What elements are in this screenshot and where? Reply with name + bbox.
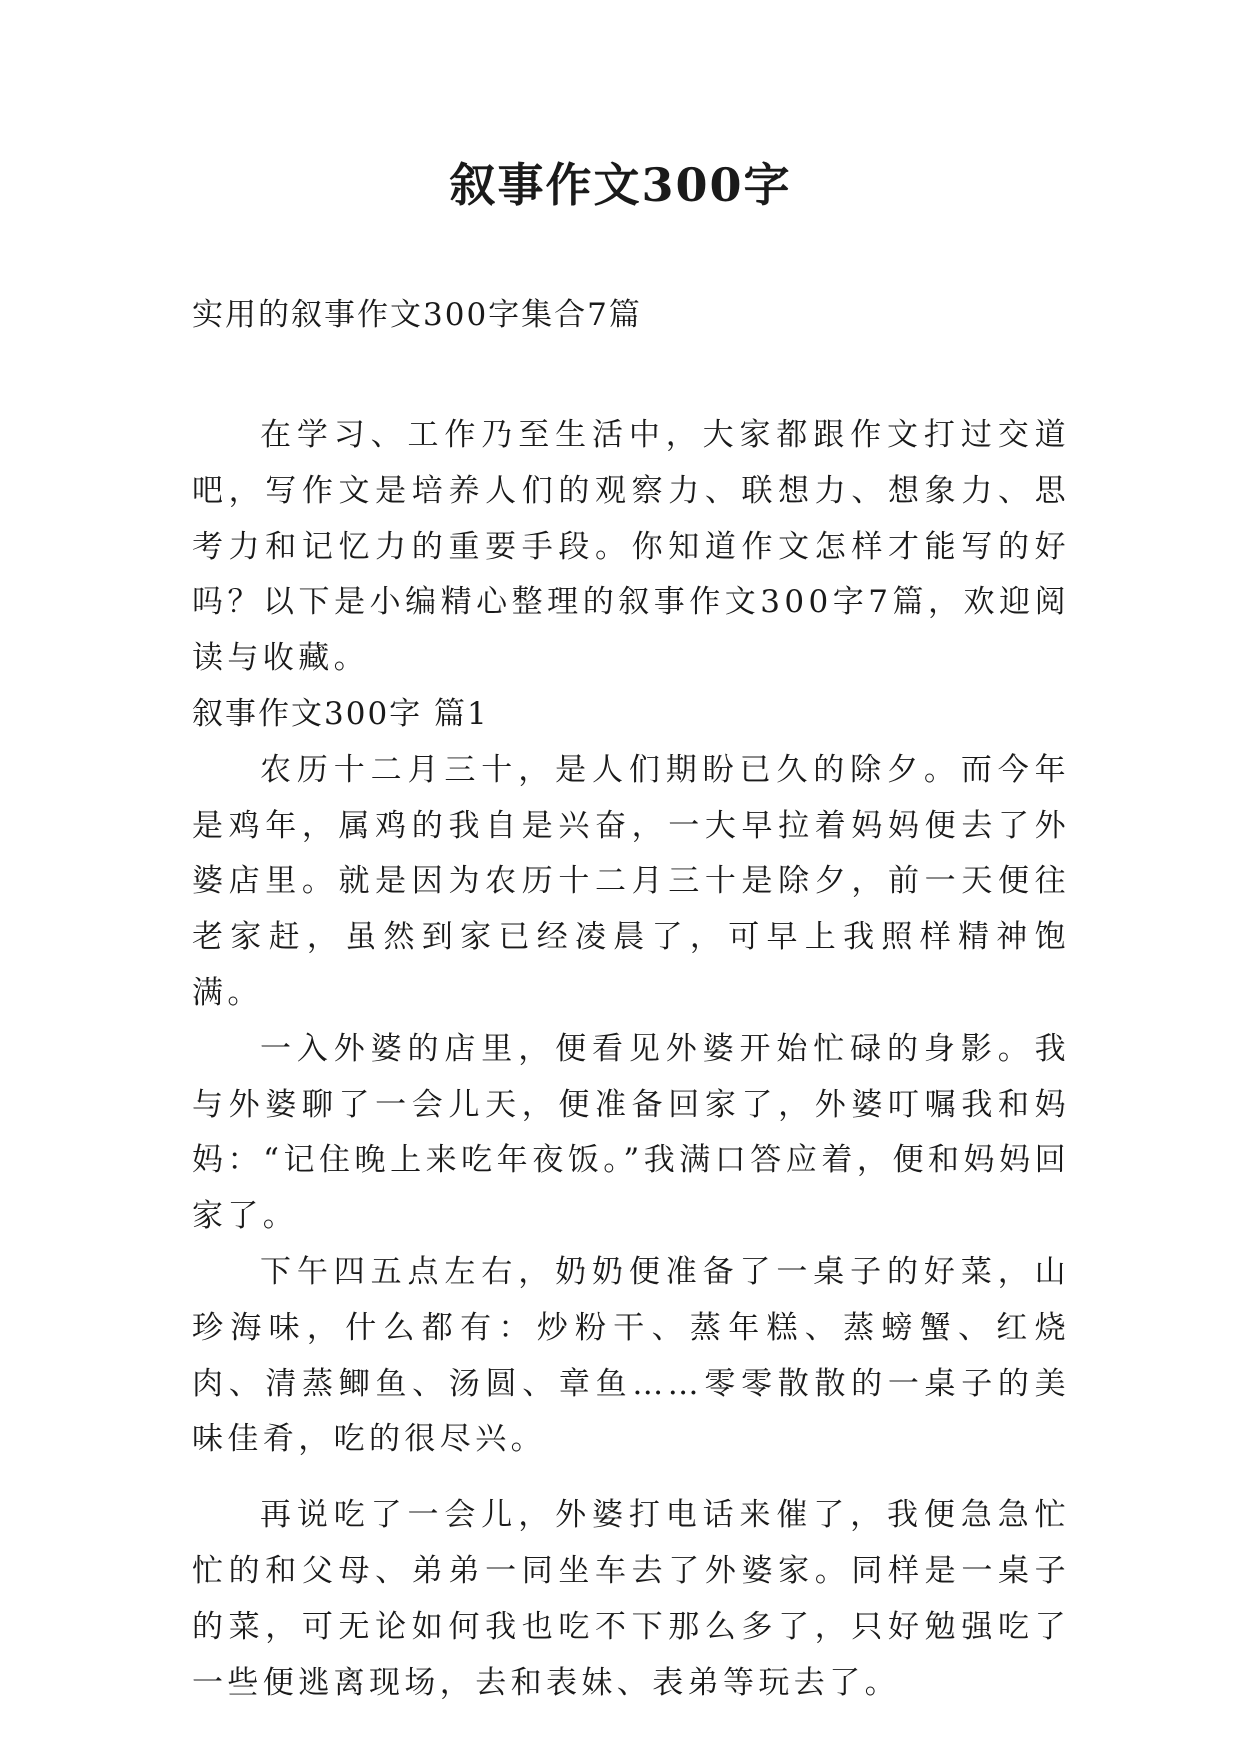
intro-paragraph: 在学习、工作乃至生活中，大家都跟作文打过交道吧，写作文是培养人们的观察力、联想力、想象力、思考力和记忆力的重要手段。你知道作文怎样才能写的好吗？以下是小编精心整理的叙事作文300字7篇，欢迎阅读与收藏。 [192, 417, 1070, 677]
document-body [192, 408, 1070, 1711]
body-paragraph: 一入外婆的店里，便看见外婆开始忙碌的身影。我与外婆聊了一会儿天，便准备回家了，外婆叮嘱我和妈妈：“记住晚上来吃年夜饭。”我满口答应着，便和妈妈回家了。 [192, 1030, 1070, 1235]
document-subtitle: 实用的叙事作文300字集合7篇 [192, 297, 642, 333]
document-title: 叙事作文300字 [449, 158, 792, 212]
section-heading: 叙事作文300字 篇1 [192, 695, 489, 732]
body-paragraph: 下午四五点左右，奶奶便准备了一桌子的好菜，山珍海味，什么都有：炒粉干、蒸年糕、蒸螃蟹、红烧肉、清蒸鲫鱼、汤圆、章鱼……零零散散的一桌子的美味佳肴，吃的很尽兴。 [192, 1253, 1070, 1458]
body-paragraph: 农历十二月三十，是人们期盼已久的除夕。而今年是鸡年，属鸡的我自是兴奋，一大早拉着妈妈便去了外婆店里。就是因为农历十二月三十是除夕，前一天便往老家赶，虽然到家已经凌晨了，可早上我照样精神饱满。 [192, 751, 1070, 1011]
body-paragraph: 再说吃了一会儿，外婆打电话来催了，我便急急忙忙的和父母、弟弟一同坐车去了外婆家。同样是一桌子的菜，可无论如何我也吃不下那么多了，只好勉强吃了一些便逃离现场，去和表妹、表弟等玩去了。 [192, 1497, 1070, 1701]
